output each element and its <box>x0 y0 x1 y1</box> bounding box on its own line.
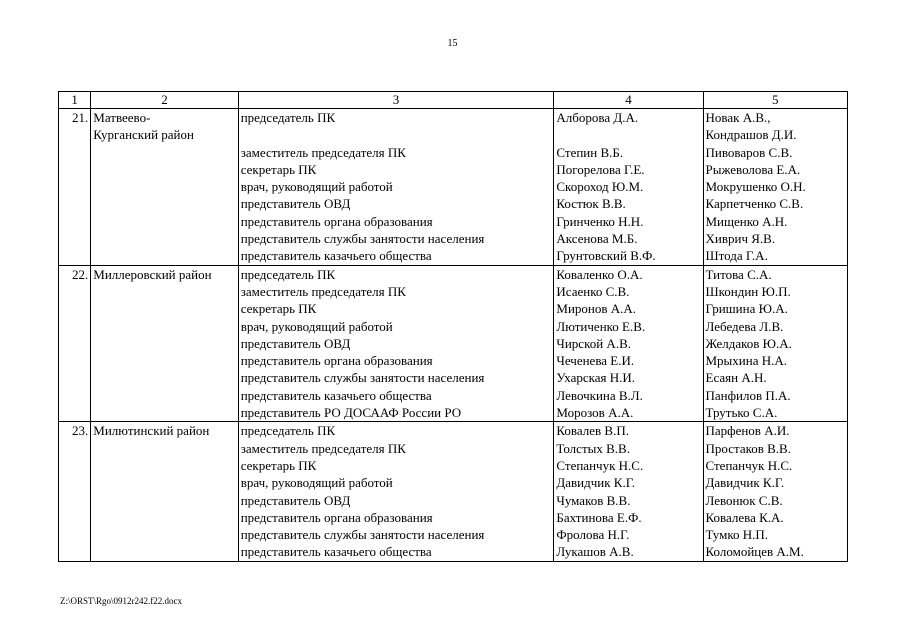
district-cell-line: Курганский район <box>93 127 194 143</box>
reserve-cell <box>703 109 848 266</box>
header-col-1: 1 <box>59 92 91 109</box>
table-row <box>59 422 848 561</box>
reserve-cell-line: Мрыхина Н.А. <box>705 353 788 369</box>
reserve-cell-line: Мищенко А.Н. <box>705 213 788 229</box>
member-cell-line: Лютиченко Е.В. <box>556 318 646 334</box>
role-cell-line: представитель РО ДОСААФ России РО <box>240 405 462 421</box>
role-cell-line: председатель ПК <box>240 423 336 439</box>
reserve-cell-line: Парфенов А.И. <box>705 423 790 439</box>
member-cell-line: Погорелова Г.Е. <box>556 161 645 177</box>
reserve-cell-line: Левонюк С.В. <box>705 492 783 508</box>
role-cell <box>238 265 554 422</box>
member-cell-line: Миронов А.А. <box>556 301 637 317</box>
member-cell-line: Чирской А.В. <box>556 335 631 351</box>
member-cell-line: Фролова Н.Г. <box>556 527 630 543</box>
reserve-cell-line: Степанчук Н.С. <box>705 457 793 473</box>
member-cell-line: Алборова Д.А. <box>556 110 639 125</box>
role-cell-line: представитель ОВД <box>240 492 351 508</box>
role-cell-line: представитель ОВД <box>240 335 351 351</box>
role-cell-line: заместитель председателя ПК <box>240 144 406 160</box>
role-cell-line: секретарь ПК <box>240 457 317 473</box>
row-number: 23. <box>59 422 91 561</box>
district-cell-line: Матвеево- <box>93 110 151 125</box>
table-body <box>59 109 848 562</box>
header-col-5: 5 <box>703 92 848 109</box>
role-cell-line: председатель ПК <box>240 266 336 282</box>
reserve-cell-line: Ковалева К.А. <box>705 509 784 525</box>
reserve-cell <box>703 422 848 561</box>
role-cell-line: представитель службы занятости населения <box>240 527 485 543</box>
reserve-cell-line: Кондрашов Д.И. <box>705 127 797 143</box>
role-cell-line: представитель казачьего общества <box>240 387 432 403</box>
member-cell-line: Степанчук Н.С. <box>556 457 644 473</box>
table-row <box>59 109 848 266</box>
member-cell-line: Аксенова М.Б. <box>556 231 638 247</box>
member-cell-line: Левочкина В.Л. <box>556 387 643 403</box>
reserve-cell-line: Штода Г.А. <box>705 248 768 264</box>
reserve-cell-line: Простаков В.В. <box>705 440 791 456</box>
district-cell-line: Миллеровский район <box>93 266 212 282</box>
district-cell <box>91 422 238 561</box>
header-row <box>59 92 848 109</box>
reserve-cell-line: Есаян А.Н. <box>705 370 767 386</box>
member-cell-line: Чумаков В.В. <box>556 492 631 508</box>
reserve-cell-line: Тумко Н.П. <box>705 527 769 543</box>
reserve-cell-line: Карпетченко С.В. <box>705 196 804 212</box>
page-number: 15 <box>447 38 458 49</box>
reserve-cell <box>703 265 848 422</box>
member-cell-line: Костюк В.В. <box>556 196 626 212</box>
role-cell-line: председатель ПК <box>240 110 336 125</box>
member-cell-line: Грунтовский В.Ф. <box>556 248 656 264</box>
member-cell-line: Бахтинова Е.Ф. <box>556 509 642 525</box>
reserve-cell-line: Панфилов П.А. <box>705 387 791 403</box>
member-cell-line: Лукашов А.В. <box>556 544 634 560</box>
member-cell-line: Давидчик К.Г. <box>556 475 636 491</box>
member-cell-line <box>556 126 700 143</box>
member-cell-line: Морозов А.А. <box>556 405 634 421</box>
file-path-footer: Z:\ORST\Rgo\0912r242.f22.docx <box>60 596 182 606</box>
member-cell-line: Толстых В.В. <box>556 440 630 456</box>
reserve-cell-line: Гришина Ю.А. <box>705 301 788 317</box>
role-cell-line: представитель казачьего общества <box>240 248 432 264</box>
member-cell-line: Ухарская Н.И. <box>556 370 636 386</box>
member-cell-line: Коваленко О.А. <box>556 266 643 282</box>
reserve-cell-line: Желдаков Ю.А. <box>705 335 792 351</box>
member-cell-line: Ковалев В.П. <box>556 423 629 439</box>
reserve-cell-line: Рыжеволова Е.А. <box>705 161 801 177</box>
member-cell <box>554 109 703 266</box>
role-cell-line: врач, руководящий работой <box>240 318 393 334</box>
role-cell-line: представитель казачьего общества <box>240 544 432 560</box>
row-number: 21. <box>59 109 91 266</box>
role-cell-line: секретарь ПК <box>240 301 317 317</box>
role-cell-line: врач, руководящий работой <box>240 179 393 195</box>
role-cell-line: заместитель председателя ПК <box>240 440 406 456</box>
member-cell <box>554 265 703 422</box>
district-cell-line: Милютинский район <box>93 423 210 439</box>
commission-table <box>58 91 848 562</box>
role-cell <box>238 109 554 266</box>
role-cell <box>238 422 554 561</box>
district-cell <box>91 265 238 422</box>
reserve-cell-line: Трутько С.А. <box>705 405 778 421</box>
reserve-cell-line: Хиврич Я.В. <box>705 231 776 247</box>
reserve-cell-line: Коломойцев А.М. <box>705 544 804 560</box>
member-cell <box>554 422 703 561</box>
role-cell-line: представитель службы занятости населения <box>240 370 485 386</box>
header-col-3: 3 <box>238 92 554 109</box>
member-cell-line: Чеченева Е.И. <box>556 353 635 369</box>
reserve-cell-line: Новак А.В., <box>705 110 771 125</box>
reserve-cell-line: Титова С.А. <box>705 266 772 282</box>
member-cell-line: Степин В.Б. <box>556 144 624 160</box>
role-cell-line: секретарь ПК <box>240 161 317 177</box>
member-cell-line: Гринченко Н.Н. <box>556 213 644 229</box>
row-number: 22. <box>59 265 91 422</box>
reserve-cell-line: Давидчик К.Г. <box>705 475 785 491</box>
header-col-2: 2 <box>91 92 238 109</box>
role-cell-line: представитель органа образования <box>240 213 433 229</box>
reserve-cell-line: Мокрушенко О.Н. <box>705 179 806 195</box>
member-cell-line: Исаенко С.В. <box>556 283 630 299</box>
role-cell-line: врач, руководящий работой <box>240 475 393 491</box>
header-col-4: 4 <box>554 92 703 109</box>
role-cell-line: представитель органа образования <box>240 509 433 525</box>
reserve-cell-line: Пивоваров С.В. <box>705 144 793 160</box>
role-cell-line: представитель ОВД <box>240 196 351 212</box>
role-cell-line: представитель органа образования <box>240 353 433 369</box>
role-cell-line <box>241 126 552 143</box>
role-cell-line: представитель службы занятости населения <box>240 231 485 247</box>
district-cell <box>91 109 238 266</box>
member-cell-line: Скороход Ю.М. <box>556 179 644 195</box>
table-row <box>59 265 848 422</box>
role-cell-line: заместитель председателя ПК <box>240 283 406 299</box>
reserve-cell-line: Шкондин Ю.П. <box>705 283 791 299</box>
reserve-cell-line: Лебедева Л.В. <box>705 318 784 334</box>
